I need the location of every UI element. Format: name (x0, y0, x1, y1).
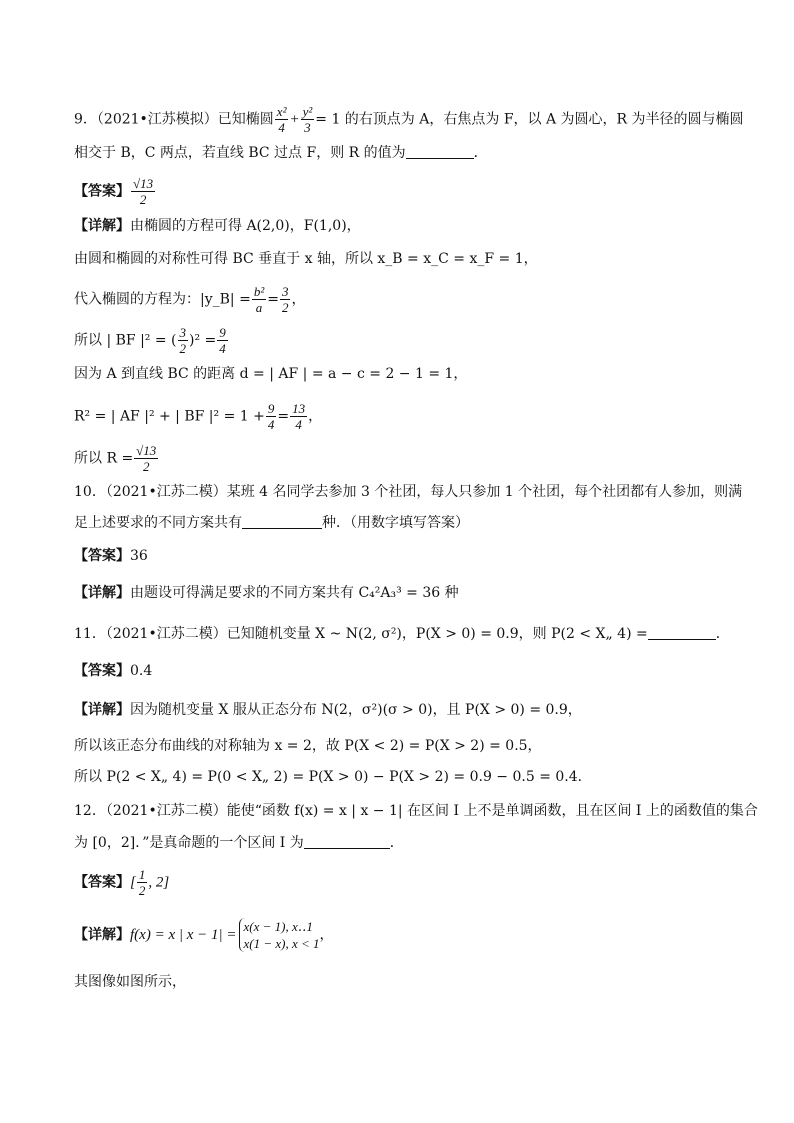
fraction-numerator: b² (253, 284, 265, 299)
answer-value: 0.4 (130, 663, 153, 679)
q9-text: = 1 的右顶点为 A，右焦点为 F，以 A 为圆心，R 为半径的圆与椭圆 (315, 111, 744, 128)
q9-stem-line2 (74, 143, 488, 163)
detail-tag: 【详解】 (74, 702, 130, 718)
detail-text: 所以 | BF |² = ( (74, 332, 177, 349)
detail-text: 所以 R = (74, 450, 134, 467)
answer-tag: 【答案】 (74, 663, 130, 679)
equals-sign: = (267, 291, 279, 308)
answer-tag: 【答案】 (74, 874, 130, 891)
q9-text: ． (473, 145, 488, 161)
answer-tag: 【答案】 (74, 548, 130, 564)
q10-text: 种．（用数字填写答案） (322, 515, 469, 531)
equals-sign: = (277, 408, 290, 425)
fraction-numerator: 13 (292, 401, 306, 416)
detail-text: 由椭圆的方程可得 A(2,0)，F(1,0)， (130, 218, 361, 234)
ellipse-x-fraction (275, 104, 289, 135)
q11-answer (74, 661, 152, 681)
piecewise-case: x(x − 1), x‥1 (243, 919, 313, 934)
fraction-denominator: 4 (219, 341, 226, 356)
q9-stem-line1 (74, 104, 744, 135)
q12-stem-line2 (74, 833, 404, 853)
detail-text: 由题设可得满足要求的不同方案共有 C₄²A₃³ = 36 种 (130, 585, 459, 601)
q11-detail3 (74, 767, 592, 787)
answer-value: 36 (130, 548, 148, 564)
detail-text: f(x) = x | x − 1| = (130, 927, 237, 943)
q9-answer (74, 176, 156, 207)
q12-detail (74, 918, 334, 952)
detail-text: 因为随机变量 X 服从正态分布 N(2，σ²)(σ > 0)，且 P(X > 0) = 0.9， (130, 702, 582, 718)
fraction-denominator: 2 (281, 300, 289, 315)
fraction (217, 325, 228, 356)
plus-sign: + (289, 111, 300, 128)
fraction (134, 443, 158, 474)
detail-tag: 【详解】 (74, 585, 130, 601)
detail-text: R² = | AF |² + | BF |² = 1 + (74, 408, 265, 425)
fraction (290, 401, 307, 432)
q9-detail2 (74, 249, 538, 269)
q11-detail1 (74, 700, 582, 720)
q9-detail6 (74, 401, 322, 432)
fraction-numerator: 1 (138, 867, 146, 882)
fraction-denominator: 4 (278, 120, 285, 135)
q9-detail4 (74, 325, 229, 356)
fraction-denominator: 2 (138, 883, 146, 898)
q9-detail5 (74, 364, 467, 384)
q10-text: 10．（2021•江苏二模）某班 4 名同学去参加 3 个社团，每人只参加 1 个社团，每个社团都有人参加，则满 (74, 484, 743, 500)
q12-stem-line1 (74, 801, 758, 821)
fraction-numerator: 9 (267, 401, 275, 416)
detail-text: 代入椭圆的方程为：|y_B| = (74, 291, 251, 308)
fraction-denominator: 4 (295, 417, 302, 432)
fraction (280, 284, 291, 315)
answer-blank (242, 514, 322, 529)
q11-text: 11．（2021•江苏二模）已知随机变量 X ~ N(2, σ²)，P(X > 0) = 0.9，则 P(2 < X„ 4) = (74, 626, 648, 642)
q11-stem (74, 624, 730, 644)
ellipse-y-fraction (301, 104, 315, 135)
q9-detail1 (74, 216, 361, 236)
detail-text: ， (319, 927, 334, 943)
fraction-numerator: √13 (136, 443, 157, 458)
q10-text: 足上述要求的不同方案共有 (74, 515, 242, 531)
answer-fraction (137, 867, 148, 898)
q12-answer (74, 867, 169, 898)
fraction (178, 325, 189, 356)
detail-text: 其图像如图所示， (74, 974, 186, 990)
q9-detail7 (74, 443, 159, 474)
fraction-denominator: 2 (142, 459, 150, 474)
detail-text: 所以 P(2 < X„ 4) = P(0 < X„ 2) = P(X > 0) − P(X > 2) = 0.9 − 0.5 = 0.4． (74, 769, 592, 785)
q10-answer (74, 546, 148, 566)
fraction-denominator: 3 (304, 120, 311, 135)
fraction-numerator: √13 (133, 176, 154, 191)
answer-bracket: [ (130, 874, 136, 891)
detail-text: 因为 A 到直线 BC 的距离 d = | AF | = a − c = 2 − 1 = 1， (74, 366, 468, 382)
q12-text: 12．（2021•江苏二模）能使“函数 f(x) = x | x − 1| 在区间 I 上不是单调函数，且在区间 I 上的函数值的集合 (74, 803, 758, 819)
q12-text: ． (389, 835, 404, 851)
q10-stem-line2 (74, 513, 469, 533)
answer-bracket: , 2] (148, 874, 170, 891)
fraction (266, 401, 277, 432)
detail-text: ， (291, 291, 306, 308)
fraction-numerator: 3 (179, 325, 186, 340)
q11-detail2 (74, 736, 542, 756)
answer-blank (406, 144, 474, 159)
q12-text: 为 [0，2]．”是真命题的一个区间 I 为 (74, 835, 304, 851)
fraction (252, 284, 266, 315)
detail-tag: 【详解】 (74, 218, 130, 234)
answer-tag: 【答案】 (74, 183, 130, 200)
answer-fraction (131, 176, 155, 207)
piecewise-case: x(1 − x), x < 1 (243, 936, 320, 951)
fraction-numerator: y² (302, 104, 313, 119)
q12-graph-note (74, 972, 186, 992)
fraction-denominator: 2 (179, 341, 186, 356)
fraction-denominator: a (255, 300, 263, 315)
fraction-denominator: 4 (267, 417, 275, 432)
detail-text: ， (308, 408, 323, 425)
detail-tag: 【详解】 (74, 927, 130, 943)
q10-detail (74, 583, 459, 603)
fraction-numerator: 9 (219, 325, 226, 340)
answer-blank (304, 834, 390, 849)
fraction-numerator: x² (276, 104, 287, 119)
detail-text: 所以该正态分布曲线的对称轴为 x = 2，故 P(X < 2) = P(X > 2) = 0.5， (74, 738, 542, 754)
q9-text: 9．（2021•江苏模拟）已知椭圆 (74, 111, 274, 128)
fraction-numerator: 3 (281, 284, 289, 299)
detail-text: 由圆和椭圆的对称性可得 BC 垂直于 x 轴，所以 x_B = x_C = x_F = 1， (74, 251, 538, 267)
piecewise-brace (239, 918, 320, 952)
detail-text: )² = (189, 332, 217, 349)
q9-text: 相交于 B，C 两点，若直线 BC 过点 F，则 R 的值为 (74, 145, 406, 161)
answer-blank (648, 625, 716, 640)
q11-text: ． (715, 626, 730, 642)
fraction-denominator: 2 (139, 192, 147, 207)
q9-detail3 (74, 284, 305, 315)
q10-stem-line1 (74, 482, 742, 502)
